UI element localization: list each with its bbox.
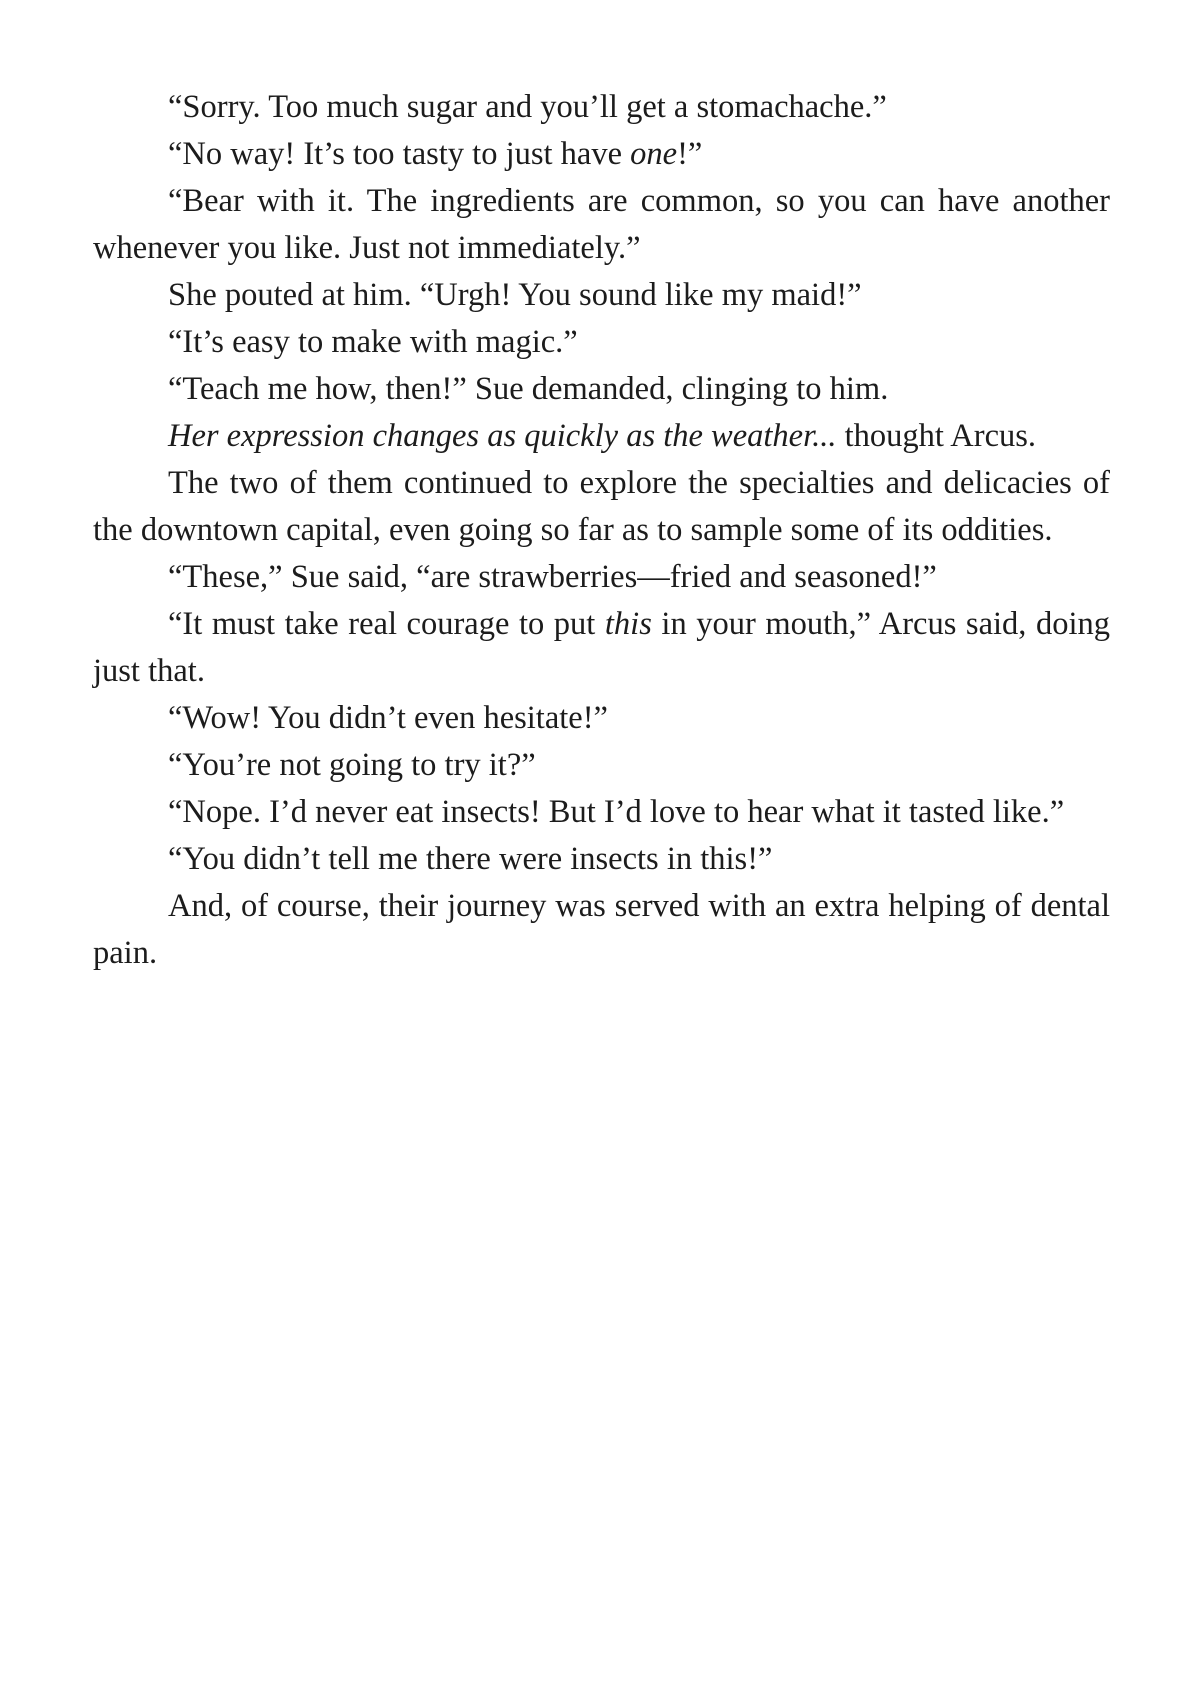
paragraph-9 (93, 554, 1110, 601)
paragraph-10-text-end: in your mouth,” Arcus said, doing just that. (93, 606, 1110, 689)
paragraph-14-text: “You didn’t tell me there were insects in this!” (168, 841, 773, 877)
paragraph-2-text-end: !” (677, 136, 703, 172)
paragraph-1 (93, 84, 1110, 131)
paragraph-13-text: “Nope. I’d never eat insects! But I’d love to hear what it tasted like.” (168, 794, 1065, 830)
paragraph-10 (93, 601, 1110, 695)
paragraph-1-text: “Sorry. Too much sugar and you’ll get a stomachache.” (168, 89, 887, 125)
paragraph-4 (93, 272, 1110, 319)
paragraph-6-text: “Teach me how, then!” Sue demanded, clinging to him. (168, 371, 889, 407)
paragraph-7 (93, 413, 1110, 460)
paragraph-2 (93, 131, 1110, 178)
paragraph-11 (93, 695, 1110, 742)
paragraph-2-emphasis: one (630, 136, 678, 172)
paragraph-12-text: “You’re not going to try it?” (168, 747, 536, 783)
page-body (93, 84, 1110, 977)
paragraph-10-emphasis: this (604, 606, 652, 642)
paragraph-2-text: “No way! It’s too tasty to just have (168, 136, 631, 172)
paragraph-8-text: The two of them continued to explore the specialties and delicacies of the downtown capital, even going so far as to sample some of its oddities. (93, 465, 1110, 548)
paragraph-9-text: “These,” Sue said, “are strawberries—fried and seasoned!” (168, 559, 937, 595)
paragraph-11-text: “Wow! You didn’t even hesitate!” (168, 700, 608, 736)
paragraph-4-text: She pouted at him. “Urgh! You sound like my maid!” (168, 277, 862, 313)
paragraph-6 (93, 366, 1110, 413)
paragraph-5-text: “It’s easy to make with magic.” (168, 324, 578, 360)
paragraph-7-emphasis: Her expression changes as quickly as the weather... (168, 418, 837, 454)
paragraph-10-text: “It must take real courage to put (168, 606, 605, 642)
paragraph-3-text: “Bear with it. The ingredients are common, so you can have another whenever you like. Just not immediately.” (93, 183, 1110, 266)
paragraph-14 (93, 836, 1110, 883)
paragraph-15 (93, 883, 1110, 977)
paragraph-12 (93, 742, 1110, 789)
paragraph-15-text: And, of course, their journey was served with an extra helping of dental pain. (93, 888, 1110, 971)
paragraph-7-text: thought Arcus. (836, 418, 1037, 454)
paragraph-8 (93, 460, 1110, 554)
paragraph-13 (93, 789, 1110, 836)
paragraph-5 (93, 319, 1110, 366)
paragraph-3 (93, 178, 1110, 272)
